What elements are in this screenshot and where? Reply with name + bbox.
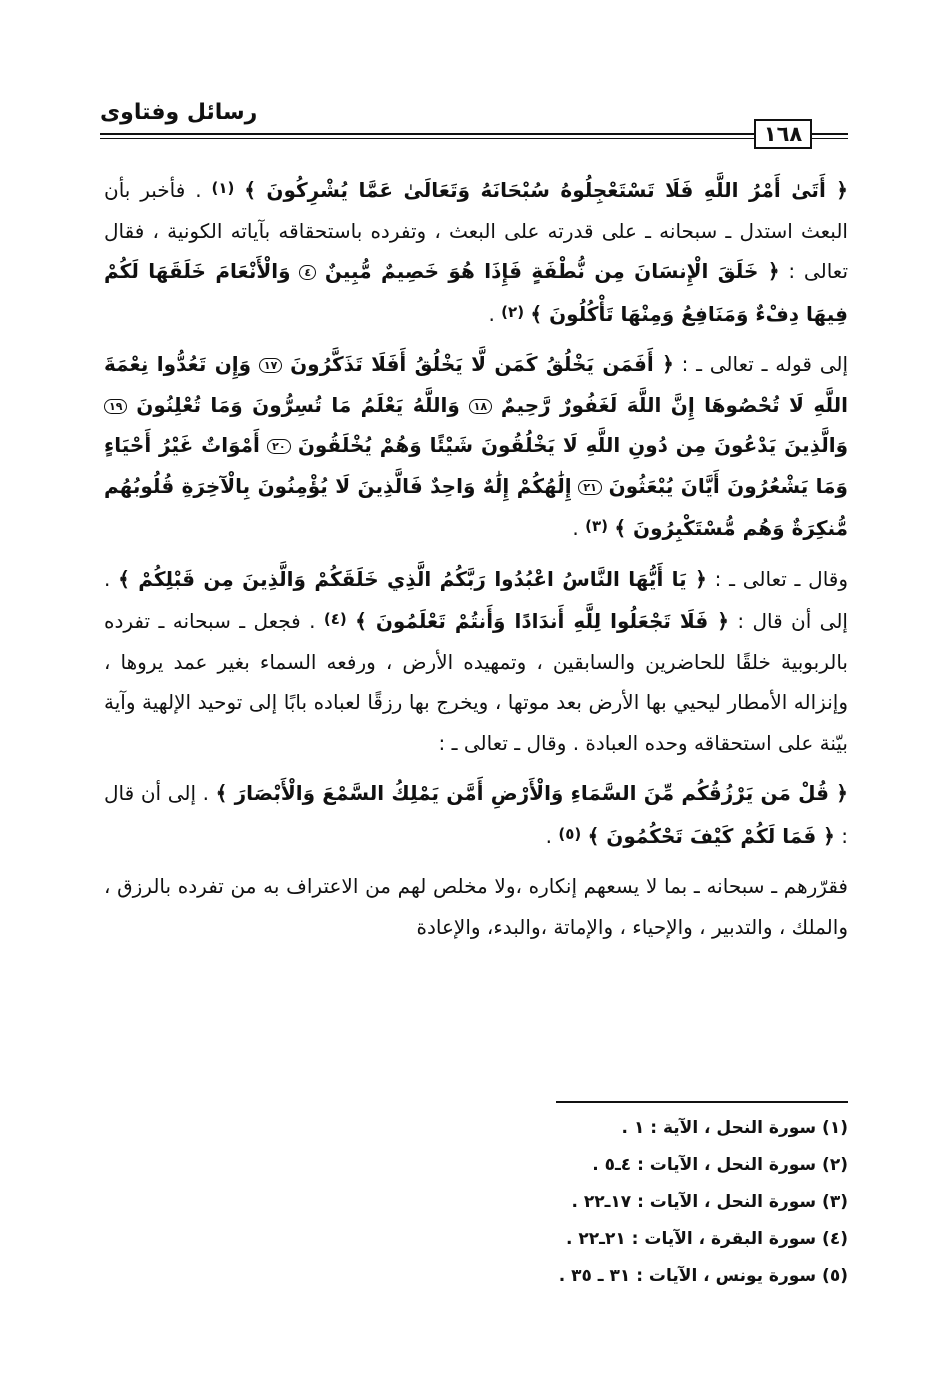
paragraph-2: [104, 344, 848, 549]
header-rule-tail: [810, 133, 848, 139]
header-rule-thin: [100, 138, 756, 139]
verse-number: ١٧: [259, 358, 282, 373]
page-number: ١٦٨: [754, 119, 812, 149]
paragraph-4: [104, 773, 848, 856]
quran-quote: إِلَٰهُكُمْ إِلَٰهٌ وَاحِدٌ فَالَّذِينَ لَا يُؤْمِنُونَ بِالْآخِرَةِ قُلُوبُهُم مُّنكِرَةٌ وَهُم مُّسْتَكْبِرُونَ ﴾: [104, 473, 848, 540]
footnote-ref: (٤): [323, 610, 347, 628]
footnote-1: (١) سورة النحل ، الآية : ١ .: [621, 1118, 848, 1138]
body-run: . إلى أن قال :: [104, 781, 848, 848]
footnote-ref: (٥): [558, 824, 582, 843]
footnote-5: (٥) سورة يونس ، الآيات : ٣١ ـ ٣٥ .: [558, 1266, 848, 1286]
paragraph-5: [104, 866, 848, 947]
running-header-title: رسائل وفتاوى: [100, 100, 258, 125]
paragraph-1: [104, 168, 848, 334]
footnotes: [440, 1110, 848, 1295]
footnote-separator: [556, 1101, 848, 1103]
verse-number: ١٩: [104, 399, 127, 414]
footnote-ref: (٢): [501, 302, 525, 321]
quran-quote: ﴿ قُلْ مَن يَرْزُقُكُم مِّنَ السَّمَاءِ وَالْأَرْضِ أَمَّن يَمْلِكُ السَّمْعَ وَالْأَبْصَارَ ﴾: [215, 781, 848, 805]
quran-quote: ﴿ خَلَقَ الْإِنسَانَ مِن نُّطْفَةٍ فَإِذَا هُوَ خَصِيمٌ مُّبِينٌ: [324, 259, 780, 283]
footnote-ref: (١): [211, 179, 235, 197]
footnote-4: (٤) سورة البقرة ، الآيات : ٢١ـ٢٢ .: [566, 1229, 848, 1249]
body-run: فقرّرهم ـ سبحانه ـ بما لا يسعهم إنكاره ،ولا مخلص لهم من الاعتراف به من تفرده بالرزق ، والملك ، والتدبير ، والإحياء ، والإماتة ،والبدء، والإعادة: [104, 874, 848, 939]
body-run: .: [488, 301, 495, 326]
quran-quote: ﴿ فَلَا تَجْعَلُوا لِلَّهِ أَندَادًا وَأَنتُمْ تَعْلَمُونَ ﴾: [355, 609, 729, 633]
quran-quote: ﴿ أَفَمَن يَخْلُقُ كَمَن لَّا يَخْلُقُ أَفَلَا تَذَكَّرُونَ: [290, 352, 674, 376]
footnote-3: (٣) سورة النحل ، الآيات : ١٧ـ٢٢ .: [571, 1192, 848, 1212]
verse-number: ٢٠: [267, 439, 290, 454]
quran-quote: ﴿ أَتَىٰ أَمْرُ اللَّهِ فَلَا تَسْتَعْجِلُوهُ سُبْحَانَهُ وَتَعَالَىٰ عَمَّا يُشْرِكُونَ ﴾: [244, 178, 849, 202]
quran-quote: وَالَّذِينَ يَدْعُونَ مِن دُونِ اللَّهِ لَا يَخْلُقُونَ شَيْئًا وَهُمْ يُخْلَقُونَ: [297, 433, 849, 457]
body-run: وقال ـ تعالى ـ :: [714, 566, 849, 591]
quran-quote: وَالْأَنْعَامَ خَلَقَهَا لَكُمْ فِيهَا دِفْءٌ وَمَنَافِعُ وَمِنْهَا تَأْكُلُونَ ﴾: [104, 259, 848, 326]
body-run: . فجعل ـ سبحانه ـ تفرده بالربوبية خلقًا للحاضرين والسابقين ، وتمهيده الأرض ، ورفعه السماء بغير عمد يروها ، وإنزاله الأمطار ليحيي بها الأرض بعد موتها ، ويخرج بها رزقًا لعباده بابًا إلى توحيد الإلهية وآية بيّنة على استحقاقه وحده العبادة . وقال ـ تعالى ـ :: [104, 609, 848, 755]
quran-quote: وَإِن تَعُدُّوا نِعْمَةَ اللَّهِ لَا تُحْصُوهَا إِنَّ اللَّهَ لَغَفُورٌ رَّحِيمٌ: [104, 352, 849, 417]
body-run: . فأخبر بأن البعث استدل ـ سبحانه ـ على قدرته على البعث ، وتفرده باستحقاقه بآياته الكونية ، فقال تعالى :: [104, 178, 849, 283]
quran-quote: ﴿ فَمَا لَكُمْ كَيْفَ تَحْكُمُونَ ﴾: [587, 823, 835, 848]
footnote-2: (٢) سورة النحل ، الآيات : ٤ـ٥ .: [592, 1155, 848, 1175]
footnote-ref: (٣): [585, 517, 608, 535]
verse-number: ٤: [299, 265, 316, 280]
quran-quote: وَاللَّهُ يَعْلَمُ مَا تُسِرُّونَ وَمَا تُعْلِنُونَ: [136, 392, 460, 417]
verse-number: ١٨: [469, 399, 492, 414]
body-run: .: [545, 823, 553, 848]
paragraph-3: [104, 559, 848, 764]
body-text: [104, 168, 848, 947]
header-rule: [100, 133, 756, 135]
body-run: .: [572, 516, 579, 540]
body-run: إلى قوله ـ تعالى ـ :: [681, 352, 849, 376]
quran-quote: ﴿ يَا أَيُّهَا النَّاسُ اعْبُدُوا رَبَّكُمُ الَّذِي خَلَقَكُمْ وَالَّذِينَ مِن قَبْلِكُمْ ﴾: [118, 566, 707, 591]
body-run: . إلى أن قال :: [104, 566, 848, 633]
quran-quote: أَمْوَاتٌ غَيْرُ أَحْيَاءٍ وَمَا يَشْعُرُونَ أَيَّانَ يُبْعَثُونَ: [104, 433, 848, 498]
verse-number: ٢١: [578, 480, 601, 495]
